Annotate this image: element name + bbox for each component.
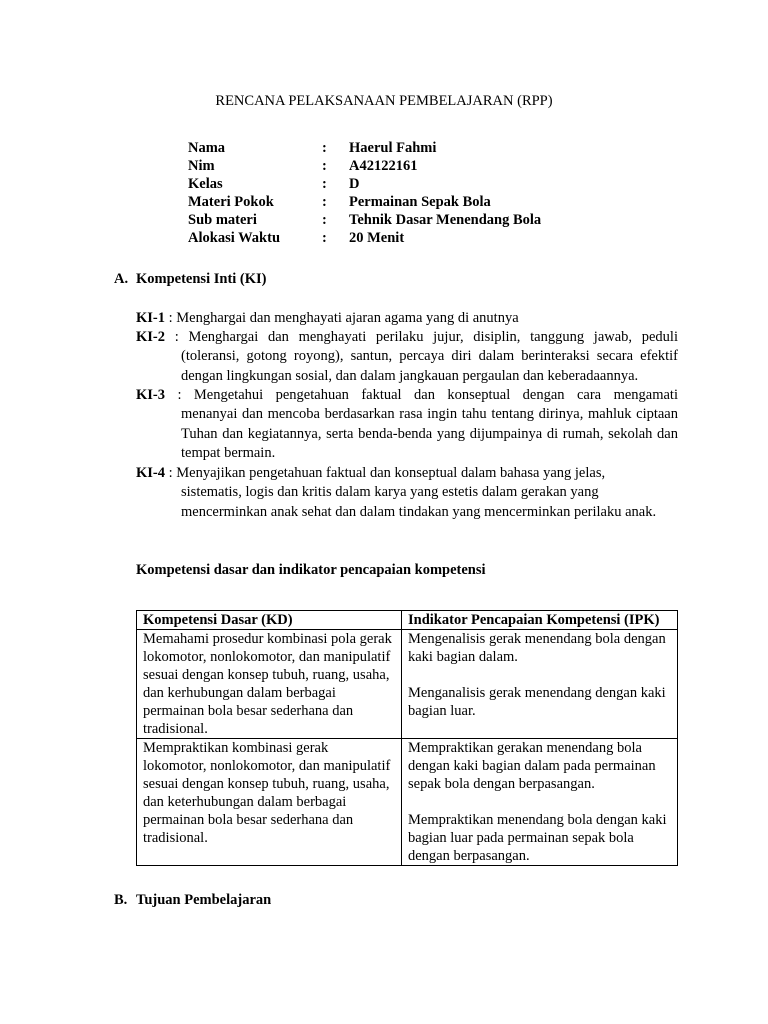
info-row-materi-pokok	[188, 193, 541, 211]
ki-text: : Mengetahui pengetahuan faktual dan konseptual dengan cara mengamati	[165, 387, 678, 403]
ki-label: KI-3	[136, 387, 165, 403]
ipk-cell	[402, 739, 678, 866]
ki-text-continued: menanyai dan mencoba berdasarkan rasa ingin tahu tentang dirinya, mahluk ciptaan Tuhan dan kegiatannya, serta benda-benda yang dijumpainya di rumah, sekolah dan tempat bermain.	[181, 406, 678, 461]
info-colon: :	[322, 158, 327, 174]
info-key: Alokasi Waktu	[188, 230, 281, 246]
kd-ipk-table	[136, 610, 678, 866]
ki-text: : Menyajikan pengetahuan faktual dan konseptual dalam bahasa yang jelas,	[165, 465, 606, 481]
info-key: Nama	[188, 140, 226, 156]
ipk-item: Menganalisis gerak menendang dengan kaki bagian luar.	[408, 685, 666, 719]
info-colon: :	[322, 230, 327, 246]
info-value: 20 Menit	[349, 230, 405, 246]
ki-3	[136, 386, 678, 463]
ki-text: : Menghargai dan menghayati perilaku jujur, disiplin, tanggung jawab, peduli	[165, 329, 678, 345]
info-value: D	[349, 176, 360, 192]
document-title: RENCANA PELAKSANAAN PEMBELAJARAN (RPP)	[215, 93, 553, 109]
table-row	[137, 739, 678, 866]
kd-cell: Memahami prosedur kombinasi pola gerak lokomotor, nonlokomotor, dan manipulatif sesuai dengan konsep tubuh, ruang, usaha, dan kerhubungan dalam berbagai permainan bola besar sederhana dan tradisional.	[137, 630, 402, 739]
ipk-cell	[402, 630, 678, 739]
info-value: Permainan Sepak Bola	[349, 194, 491, 210]
info-key: Nim	[188, 158, 215, 174]
column-header-ipk: Indikator Pencapaian Kompetensi (IPK)	[402, 611, 678, 630]
ki-2	[136, 328, 678, 386]
table-header-row	[137, 611, 678, 630]
info-row-alokasi-waktu	[188, 229, 541, 247]
ki-4	[136, 464, 678, 522]
info-value: A42122161	[349, 158, 418, 174]
info-row-sub-materi	[188, 211, 541, 229]
info-row-nama	[188, 139, 541, 157]
info-value: Haerul Fahmi	[349, 140, 437, 156]
ki-label: KI-1	[136, 310, 165, 326]
section-b-title: Tujuan Pembelajaran	[136, 892, 272, 908]
info-key: Materi Pokok	[188, 194, 274, 210]
ipk-item: Mempraktikan gerakan menendang bola dengan kaki bagian dalam pada permainan sepak bola dengan berpasangan.	[408, 740, 656, 792]
ki-text-continued: sistematis, logis dan kritis dalam karya yang estetis dalam gerakan yang mencerminkan anak sehat dan dalam tindakan yang mencerminkan perilaku anak.	[181, 484, 657, 520]
info-key: Kelas	[188, 176, 223, 192]
student-info-table	[188, 139, 541, 247]
kd-heading: Kompetensi dasar dan indikator pencapaian kompetensi	[136, 562, 486, 578]
info-colon: :	[322, 140, 327, 156]
info-value: Tehnik Dasar Menendang Bola	[349, 212, 542, 228]
info-colon: :	[322, 176, 327, 192]
ki-label: KI-2	[136, 329, 165, 345]
section-b-letter: B.	[114, 892, 128, 908]
info-row-kelas	[188, 175, 541, 193]
section-a-title: Kompetensi Inti (KI)	[136, 271, 267, 287]
ipk-item: Mengenalisis gerak menendang bola dengan kaki bagian dalam.	[408, 631, 666, 665]
table-row	[137, 630, 678, 739]
ki-text: : Menghargai dan menghayati ajaran agama yang di anutnya	[165, 310, 519, 326]
ki-text-continued: (toleransi, gotong royong), santun, percaya diri dalam berinteraksi secara efektif dengan lingkungan sosial, dan dalam jangkauan pergaulan dan keberadaannya.	[181, 348, 678, 384]
section-a-letter: A.	[114, 271, 129, 287]
info-row-nim	[188, 157, 541, 175]
ipk-item: Mempraktikan menendang bola dengan kaki bagian luar pada permainan sepak bola dengan berpasangan.	[408, 812, 667, 864]
info-colon: :	[322, 212, 327, 228]
ki-label: KI-4	[136, 465, 165, 481]
kd-cell: Mempraktikan kombinasi gerak lokomotor, nonlokomotor, dan manipulatif sesuai dengan konsep tubuh, ruang, usaha, dan keterhubungan dalam berbagai permainan bola besar sederhana dan tradisional.	[137, 739, 402, 866]
info-key: Sub materi	[188, 212, 257, 228]
ki-1	[136, 309, 678, 328]
column-header-kd: Kompetensi Dasar (KD)	[137, 611, 402, 630]
info-colon: :	[322, 194, 327, 210]
